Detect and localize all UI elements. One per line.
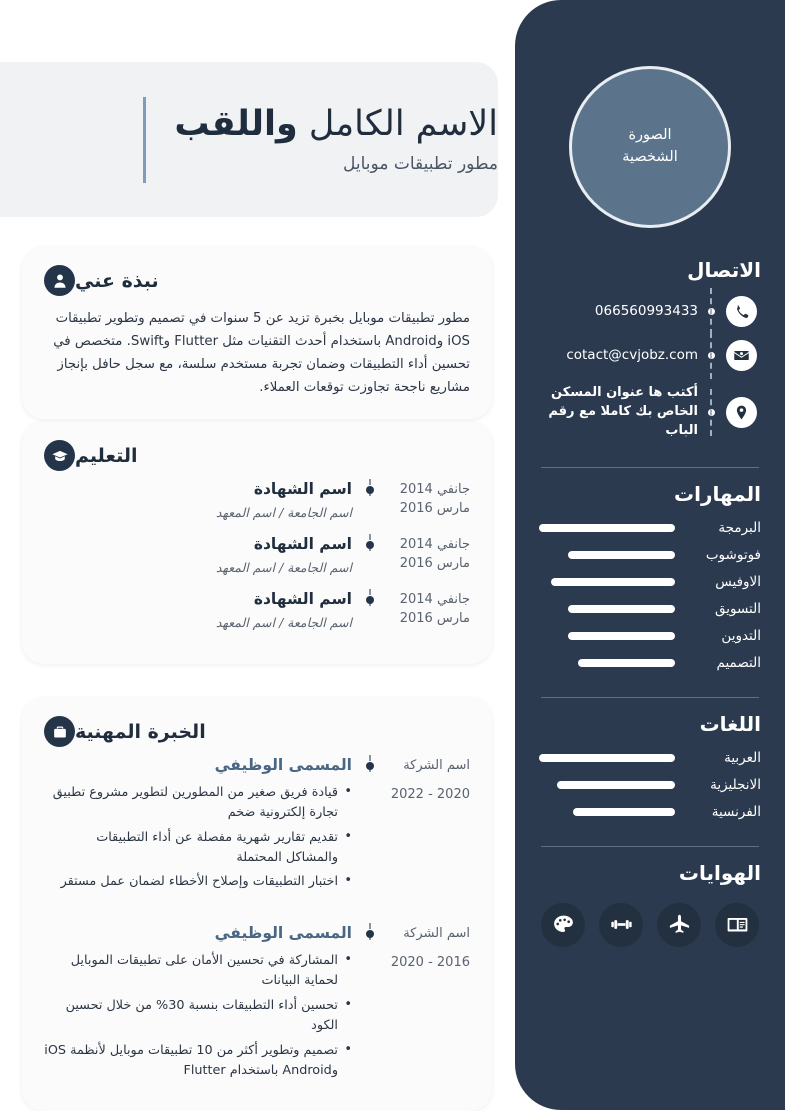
language-label: الفرنسية [711,803,761,820]
experience-bullet: • قيادة فريق صغير من المطورين لتطوير مشروع تطبيق تجارة إلكترونية ضخم [44,783,352,823]
contact-address-value: أكتب ها عنوان المسكن الخاص بك كاملا مع رقم الباب [548,385,698,438]
contact-item-address[interactable] [539,384,757,441]
contact-list [539,296,761,441]
experience-bullet: • تحسين أداء التطبيقات بنسبة 30% من خلال تحسين الكود [44,996,352,1036]
header-text-block [174,105,498,173]
experience-header [44,716,470,747]
experience-body [44,755,362,911]
language-bar-track [539,781,675,789]
contact-dash-line [710,389,712,436]
skill-label: التدوين [721,627,761,644]
experience-date [378,755,470,805]
experience-bullet: • تقديم تقارير شهرية مفصلة عن أداء التطبيقات والمشاكل المحتملة [44,828,352,868]
skill-item [539,601,761,617]
education-item [44,534,470,589]
education-date-line2: مارس 2016 [399,611,470,627]
avatar-label-line2: الشخصية [622,149,678,165]
briefcase-icon [44,716,75,747]
skill-label: التصميم [716,654,761,671]
languages-section [539,697,761,820]
skill-label: التسويق [715,600,761,617]
skill-bar-track [539,551,675,559]
education-date-line1: جانفي 2014 [399,482,470,497]
person-icon [44,265,75,296]
education-date-line1: جانفي 2014 [399,537,470,553]
contact-dash-line [710,288,712,335]
timeline-axis [362,589,378,604]
hobbies-title: الهوايات [678,860,761,885]
education-date [378,589,470,629]
experience-item [44,755,470,911]
skill-item [539,628,761,644]
timeline-dot [366,930,374,938]
timeline-axis [362,755,378,770]
language-label: العربية [724,749,761,766]
job-title: مطور تطبيقات موبايل [343,153,498,174]
experience-date [378,923,470,973]
skill-label: فوتوشوب [705,546,761,563]
experience-list [44,755,470,1085]
education-date [378,479,470,519]
language-item [539,777,761,793]
skill-bar-track [539,632,675,640]
about-card [22,247,492,419]
education-body [44,589,362,644]
experience-company: اسم الشركة [403,926,470,942]
graduation-cap-icon [44,440,75,471]
education-degree: اسم الشهادة [253,535,352,554]
language-item [539,750,761,766]
hobbies-divider [541,846,759,847]
experience-bullet: • المشاركة في تحسين الأمان على تطبيقات الموبايل لحماية البيانات [44,951,352,991]
timeline-dot [366,486,374,494]
education-list [44,479,470,644]
open-book-icon[interactable] [715,903,759,947]
skills-title: المهارات [674,481,761,506]
skill-bar-fill [568,632,675,640]
skill-bar-fill [568,605,675,613]
experience-role: المسمى الوظيفي [214,756,352,774]
experience-item [44,923,470,1085]
timeline-dot [366,596,374,604]
timeline-axis [362,923,378,938]
contact-dot [704,409,718,416]
education-item [44,479,470,534]
contact-dot [704,308,718,315]
hobbies-section [539,846,761,947]
language-label: الانجليزية [710,776,761,793]
language-bar-track [539,808,675,816]
location-pin-icon [726,397,757,428]
education-degree: اسم الشهادة [253,590,352,609]
education-header [44,440,470,471]
contact-dash-line [710,332,712,379]
languages-title: اللغات [699,711,761,736]
about-header [44,265,470,296]
about-title: نبذة عني [75,269,159,292]
education-institution: اسم الجامعة / اسم المعهد [215,560,352,576]
skill-item [539,574,761,590]
education-degree: اسم الشهادة [253,480,352,498]
education-date [378,534,470,574]
page-title [174,105,498,144]
contact-item-phone[interactable] [539,296,757,327]
about-text: مطور تطبيقات موبايل بخبرة تزيد عن 5 سنوات في تصميم وتطوير تطبيقات iOS وAndroid باستخدام أحدث التقنيات مثل Flutter وSwift. متخصص في تحسين أداء التطبيقات وضمان تجربة مستخدم سلسة، مع سجل حافل بإنجاز مشاريع ناجحة تجاوزت توقعات العملاء. [53,311,470,395]
skill-bar-track [539,578,675,586]
timeline-dot [366,541,374,549]
skill-bar-fill [578,659,675,667]
skills-section [539,467,761,671]
contact-dot [704,352,718,359]
avatar-wrap [539,0,761,228]
full-name-regular: الاسم الكامل [308,104,498,145]
education-card [22,422,492,664]
skills-divider [541,467,759,468]
experience-bullet: • تصميم وتطوير أكثر من 10 تطبيقات موبايل لأنظمة iOS وAndroid باستخدام Flutter [44,1041,352,1081]
education-body [44,479,362,534]
palette-icon[interactable] [541,903,585,947]
experience-bullet: • اختبار التطبيقات وإصلاح الأخطاء لضمان عمل مستقر [44,872,352,892]
education-item [44,589,470,644]
experience-period: 2016 - 2020 [390,955,470,971]
airplane-icon[interactable] [657,903,701,947]
skill-label: الاوفيس [715,573,761,590]
full-name-bold: واللقب [174,104,298,145]
education-institution: اسم الجامعة / اسم المعهد [215,615,352,631]
experience-card [22,698,492,1111]
timeline-axis [362,479,378,494]
education-title: التعليم [75,444,138,467]
timeline-dot [366,762,374,770]
experience-bullets [44,951,352,1080]
phone-icon [726,296,757,327]
contact-title: الاتصال [687,258,761,282]
skill-bar-fill [539,524,675,532]
skill-item [539,547,761,563]
language-bar-fill [539,754,675,762]
skill-label: البرمجة [718,519,761,536]
contact-section [539,258,761,441]
header-card [0,62,498,217]
skill-bar-fill [551,578,675,586]
dumbbell-icon[interactable] [599,903,643,947]
language-bar-fill [573,808,675,816]
contact-item-email[interactable] [539,340,757,371]
envelope-icon [726,340,757,371]
education-institution: اسم الجامعة / اسم المعهد [215,505,352,521]
sidebar [515,0,785,1110]
experience-body [44,923,362,1085]
languages-divider [541,697,759,698]
hobbies-list [539,903,761,947]
experience-company: اسم الشركة [403,758,470,773]
skill-bar-track [539,659,675,667]
timeline-axis [362,534,378,549]
experience-bullets [44,783,352,892]
skill-bar-track [539,605,675,613]
experience-period: 2020 - 2022 [390,786,470,802]
avatar-label-line1: الصورة [628,127,672,144]
language-item [539,804,761,820]
skill-bar-track [539,524,675,532]
avatar[interactable] [569,66,731,228]
experience-role: المسمى الوظيفي [214,924,352,943]
skill-bar-fill [568,551,675,559]
skill-item [539,520,761,536]
contact-email-value: cotact@cvjobz.com [566,346,698,363]
skill-item [539,655,761,671]
experience-title: الخبرة المهنية [75,720,206,743]
language-bar-fill [557,781,675,789]
education-date-line2: مارس 2016 [399,500,470,516]
language-bar-track [539,754,675,762]
education-body [44,534,362,589]
education-date-line2: مارس 2016 [399,555,470,571]
header-accent-bar [143,97,146,183]
contact-phone-value: 066560993433 [594,302,698,319]
education-date-line1: جانفي 2014 [399,592,470,608]
